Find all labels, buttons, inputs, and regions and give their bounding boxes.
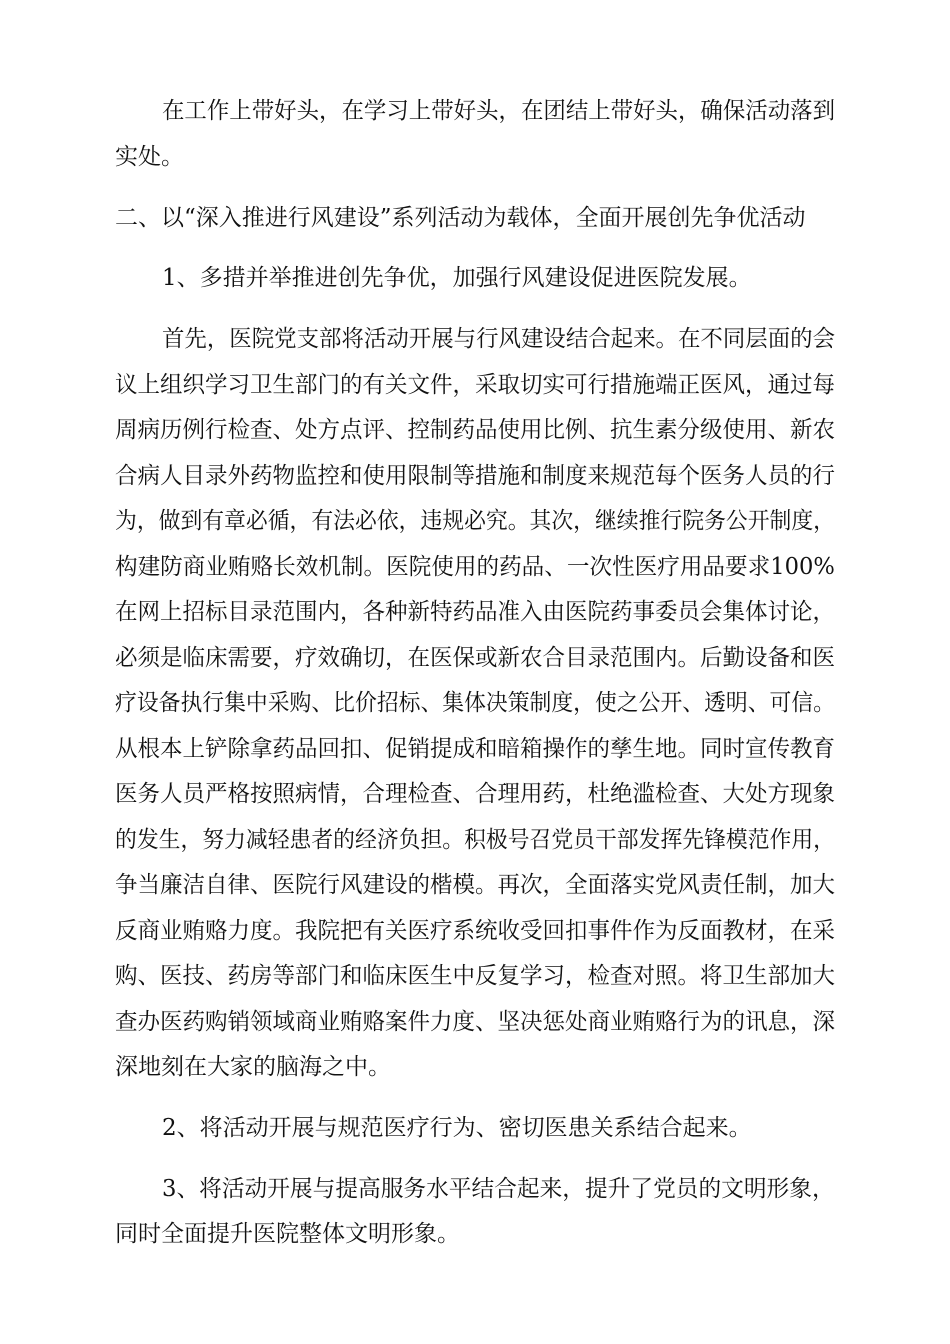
text-line: 争当廉洁自律、医院行风建设的楷模。再次，全面落实党风责任制，加大: [115, 872, 836, 898]
text-line: 反商业贿赂力度。我院把有关医疗系统收受回扣事件作为反面教材，在采: [115, 918, 836, 944]
text-line: 首先，医院党支部将活动开展与行风建设结合起来。在不同层面的会: [162, 326, 836, 352]
text-line: 从根本上铲除拿药品回扣、促销提成和暗箱操作的孳生地。同时宣传教育: [115, 736, 836, 762]
text-line: 同时全面提升医院整体文明形象。: [115, 1221, 460, 1247]
text-line: 深地刻在大家的脑海之中。: [115, 1054, 391, 1080]
text-line: 在网上招标目录范围内，各种新特药品准入由医院药事委员会集体讨论，: [115, 599, 836, 625]
text-line: 购、医技、药房等部门和临床医生中反复学习，检查对照。将卫生部加大: [115, 963, 836, 989]
text-line: 疗设备执行集中采购、比价招标、集体决策制度，使之公开、透明、可信。: [115, 690, 835, 716]
text-line: 查办医药购销领域商业贿赂案件力度、坚决惩处商业贿赂行为的讯息，深: [115, 1009, 836, 1035]
section-heading: 二、以“深入推进行风建设”系列活动为载体，全面开展创先争优活动: [115, 205, 806, 231]
text-line: 合病人目录外药物监控和使用限制等措施和制度来规范每个医务人员的行: [115, 463, 836, 489]
text-line: 周病历例行检查、处方点评、控制药品使用比例、抗生素分级使用、新农: [115, 417, 836, 443]
text-line: 3、将活动开展与提高服务水平结合起来，提升了党员的文明形象，: [162, 1176, 835, 1202]
subsection-heading: 1、多措并举推进创先争优，加强行风建设促进医院发展。: [162, 265, 752, 291]
text-line: 医务人员严格按照病情，合理检查、合理用药，杜绝滥检查、大处方现象: [115, 781, 836, 807]
text-line: 实处。: [115, 144, 184, 170]
text-line: 的发生，努力减轻患者的经济负担。积极号召党员干部发挥先锋模范作用，: [115, 827, 835, 853]
text-line: 构建防商业贿赂长效机制。医院使用的药品、一次性医疗用品要求100%: [115, 554, 835, 580]
subsection-heading: 2、将活动开展与规范医疗行为、密切医患关系结合起来。: [162, 1115, 752, 1141]
text-line: 必须是临床需要，疗效确切，在医保或新农合目录范围内。后勤设备和医: [115, 645, 836, 671]
text-line: 议上组织学习卫生部门的有关文件，采取切实可行措施端正医风，通过每: [115, 372, 836, 398]
text-line: 在工作上带好头，在学习上带好头，在团结上带好头，确保活动落到: [162, 98, 836, 124]
text-line: 为，做到有章必循，有法必依，违规必究。其次，继续推行院务公开制度，: [115, 508, 835, 534]
